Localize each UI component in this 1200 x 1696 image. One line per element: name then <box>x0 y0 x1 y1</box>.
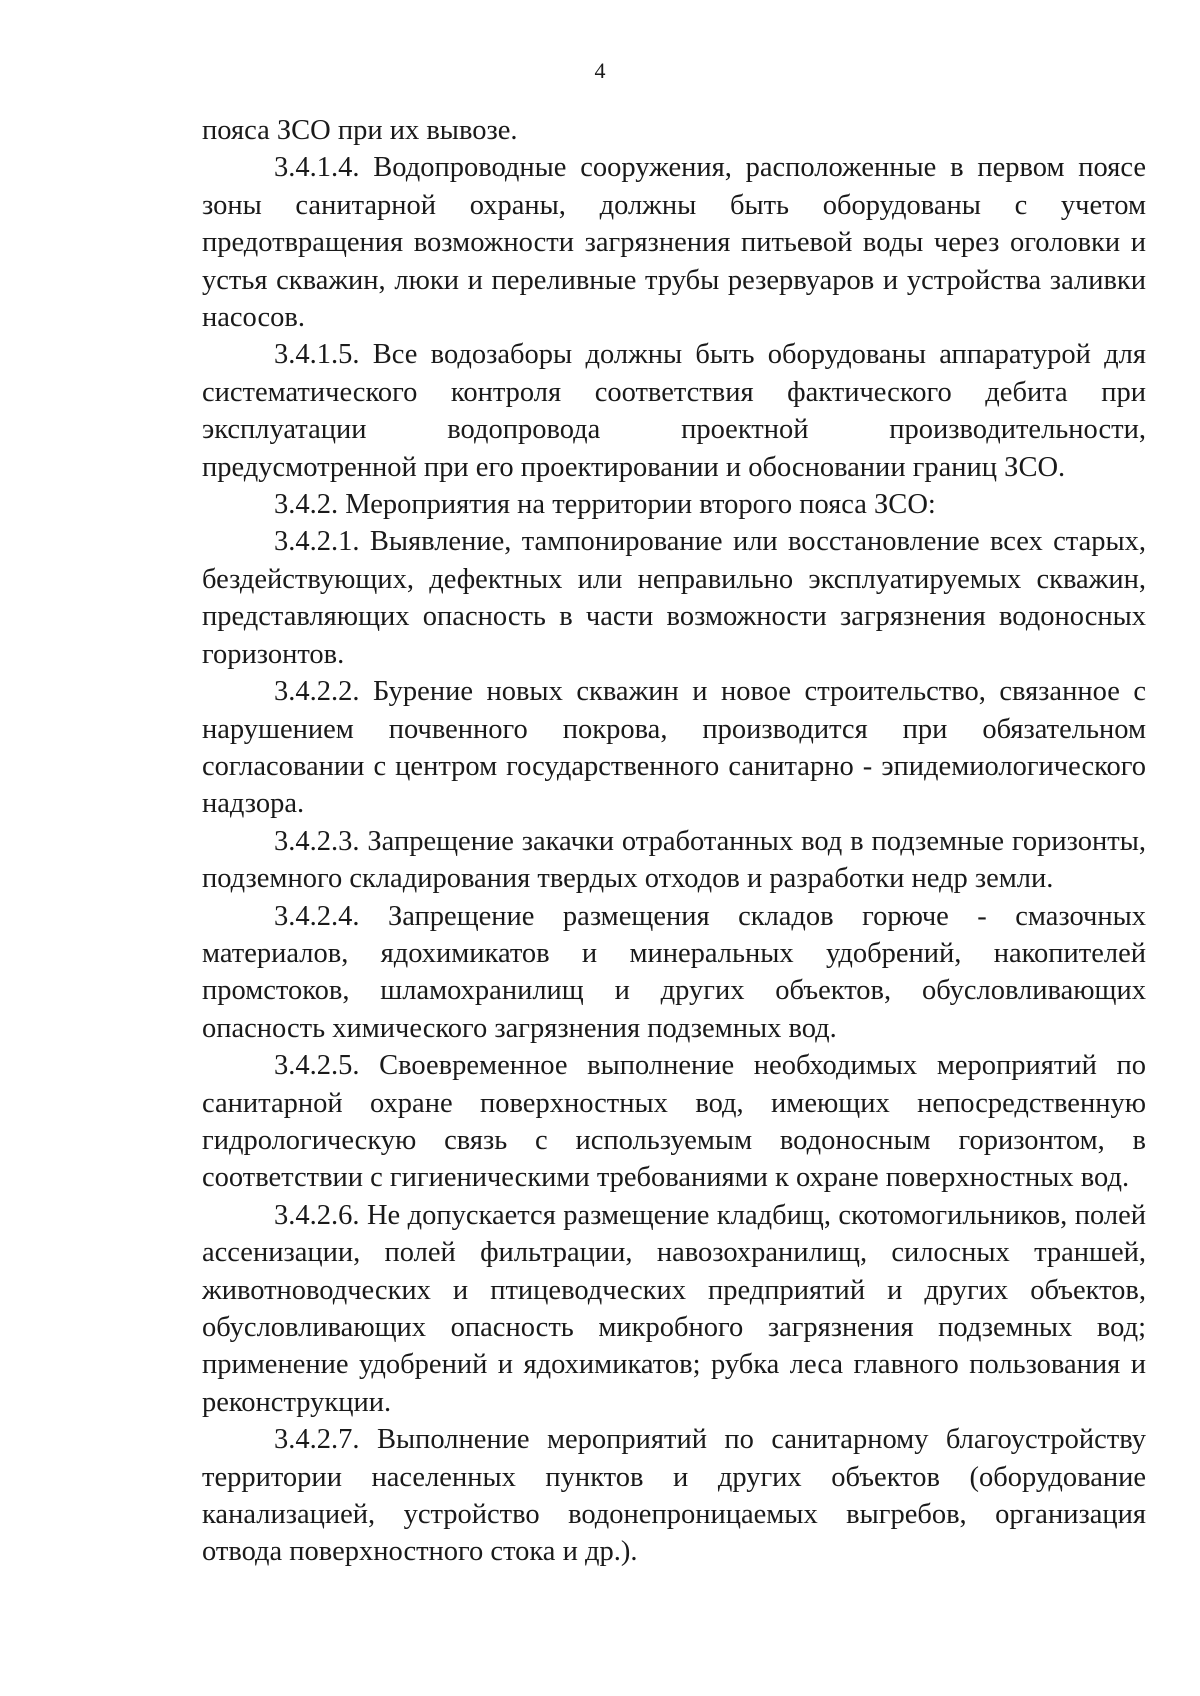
paragraph-3-4-2-1: 3.4.2.1. Выявление, тампонирование или восстановление всех старых, бездействующих, дефектных или неправильно эксплуатируемых скважин, представляющих опасность в части возможности загрязнения водоносных горизонтов. <box>202 526 1146 670</box>
document-body <box>202 112 1146 1571</box>
paragraph-3-4-2-3: 3.4.2.3. Запрещение закачки отработанных вод в подземные горизонты, подземного складирования твердых отходов и разработки недр земли. <box>202 825 1146 895</box>
paragraph-3-4-2-2: 3.4.2.2. Бурение новых скважин и новое строительство, связанное с нарушением почвенного покрова, производится при обязательном согласовании с центром государственного санитарно - эпидемиологического надзора. <box>202 676 1146 820</box>
paragraph-3-4-2-heading: 3.4.2. Мероприятия на территории второго пояса ЗСО: <box>274 489 936 521</box>
paragraph-continuation: пояса ЗСО при их вывозе. <box>202 115 518 146</box>
paragraph-3-4-1-5: 3.4.1.5. Все водозаборы должны быть оборудованы аппаратурой для систематического контроля соответствия фактического дебита при эксплуатации водопровода проектной производительности, предусмотренной при его проектировании и обосновании границ ЗСО. <box>202 339 1146 483</box>
paragraph-3-4-2-4: 3.4.2.4. Запрещение размещения складов горюче - смазочных материалов, ядохимикатов и минеральных удобрений, накопителей промстоков, шламохранилищ и других объектов, обусловливающих опасность химического загрязнения подземных вод. <box>202 900 1146 1044</box>
paragraph-3-4-2-7: 3.4.2.7. Выполнение мероприятий по санитарному благоустройству территории населенных пунктов и других объектов (оборудование канализацией, устройство водонепроницаемых выгребов, организация отвода поверхностного стока и др.). <box>202 1424 1146 1568</box>
paragraph-3-4-2-6: 3.4.2.6. Не допускается размещение кладбищ, скотомогильников, полей ассенизации, полей фильтрации, навозохранилищ, силосных траншей, животноводческих и птицеводческих предприятий и других объектов, обусловливающих опасность микробного загрязнения подземных вод; применение удобрений и ядохимикатов; рубка леса главного пользования и реконструкции. <box>202 1199 1146 1418</box>
page-number: 4 <box>594 58 606 83</box>
paragraph-3-4-2-5: 3.4.2.5. Своевременное выполнение необходимых мероприятий по санитарной охране поверхностных вод, имеющих непосредственную гидрологическую связь с используемым водоносным горизонтом, в соответствии с гигиеническими требованиями к охране поверхностных вод. <box>202 1050 1146 1194</box>
paragraph-3-4-1-4: 3.4.1.4. Водопроводные сооружения, расположенные в первом поясе зоны санитарной охраны, должны быть оборудованы с учетом предотвращения возможности загрязнения питьевой воды через оголовки и устья скважин, люки и переливные трубы резервуаров и устройства заливки насосов. <box>202 152 1146 334</box>
